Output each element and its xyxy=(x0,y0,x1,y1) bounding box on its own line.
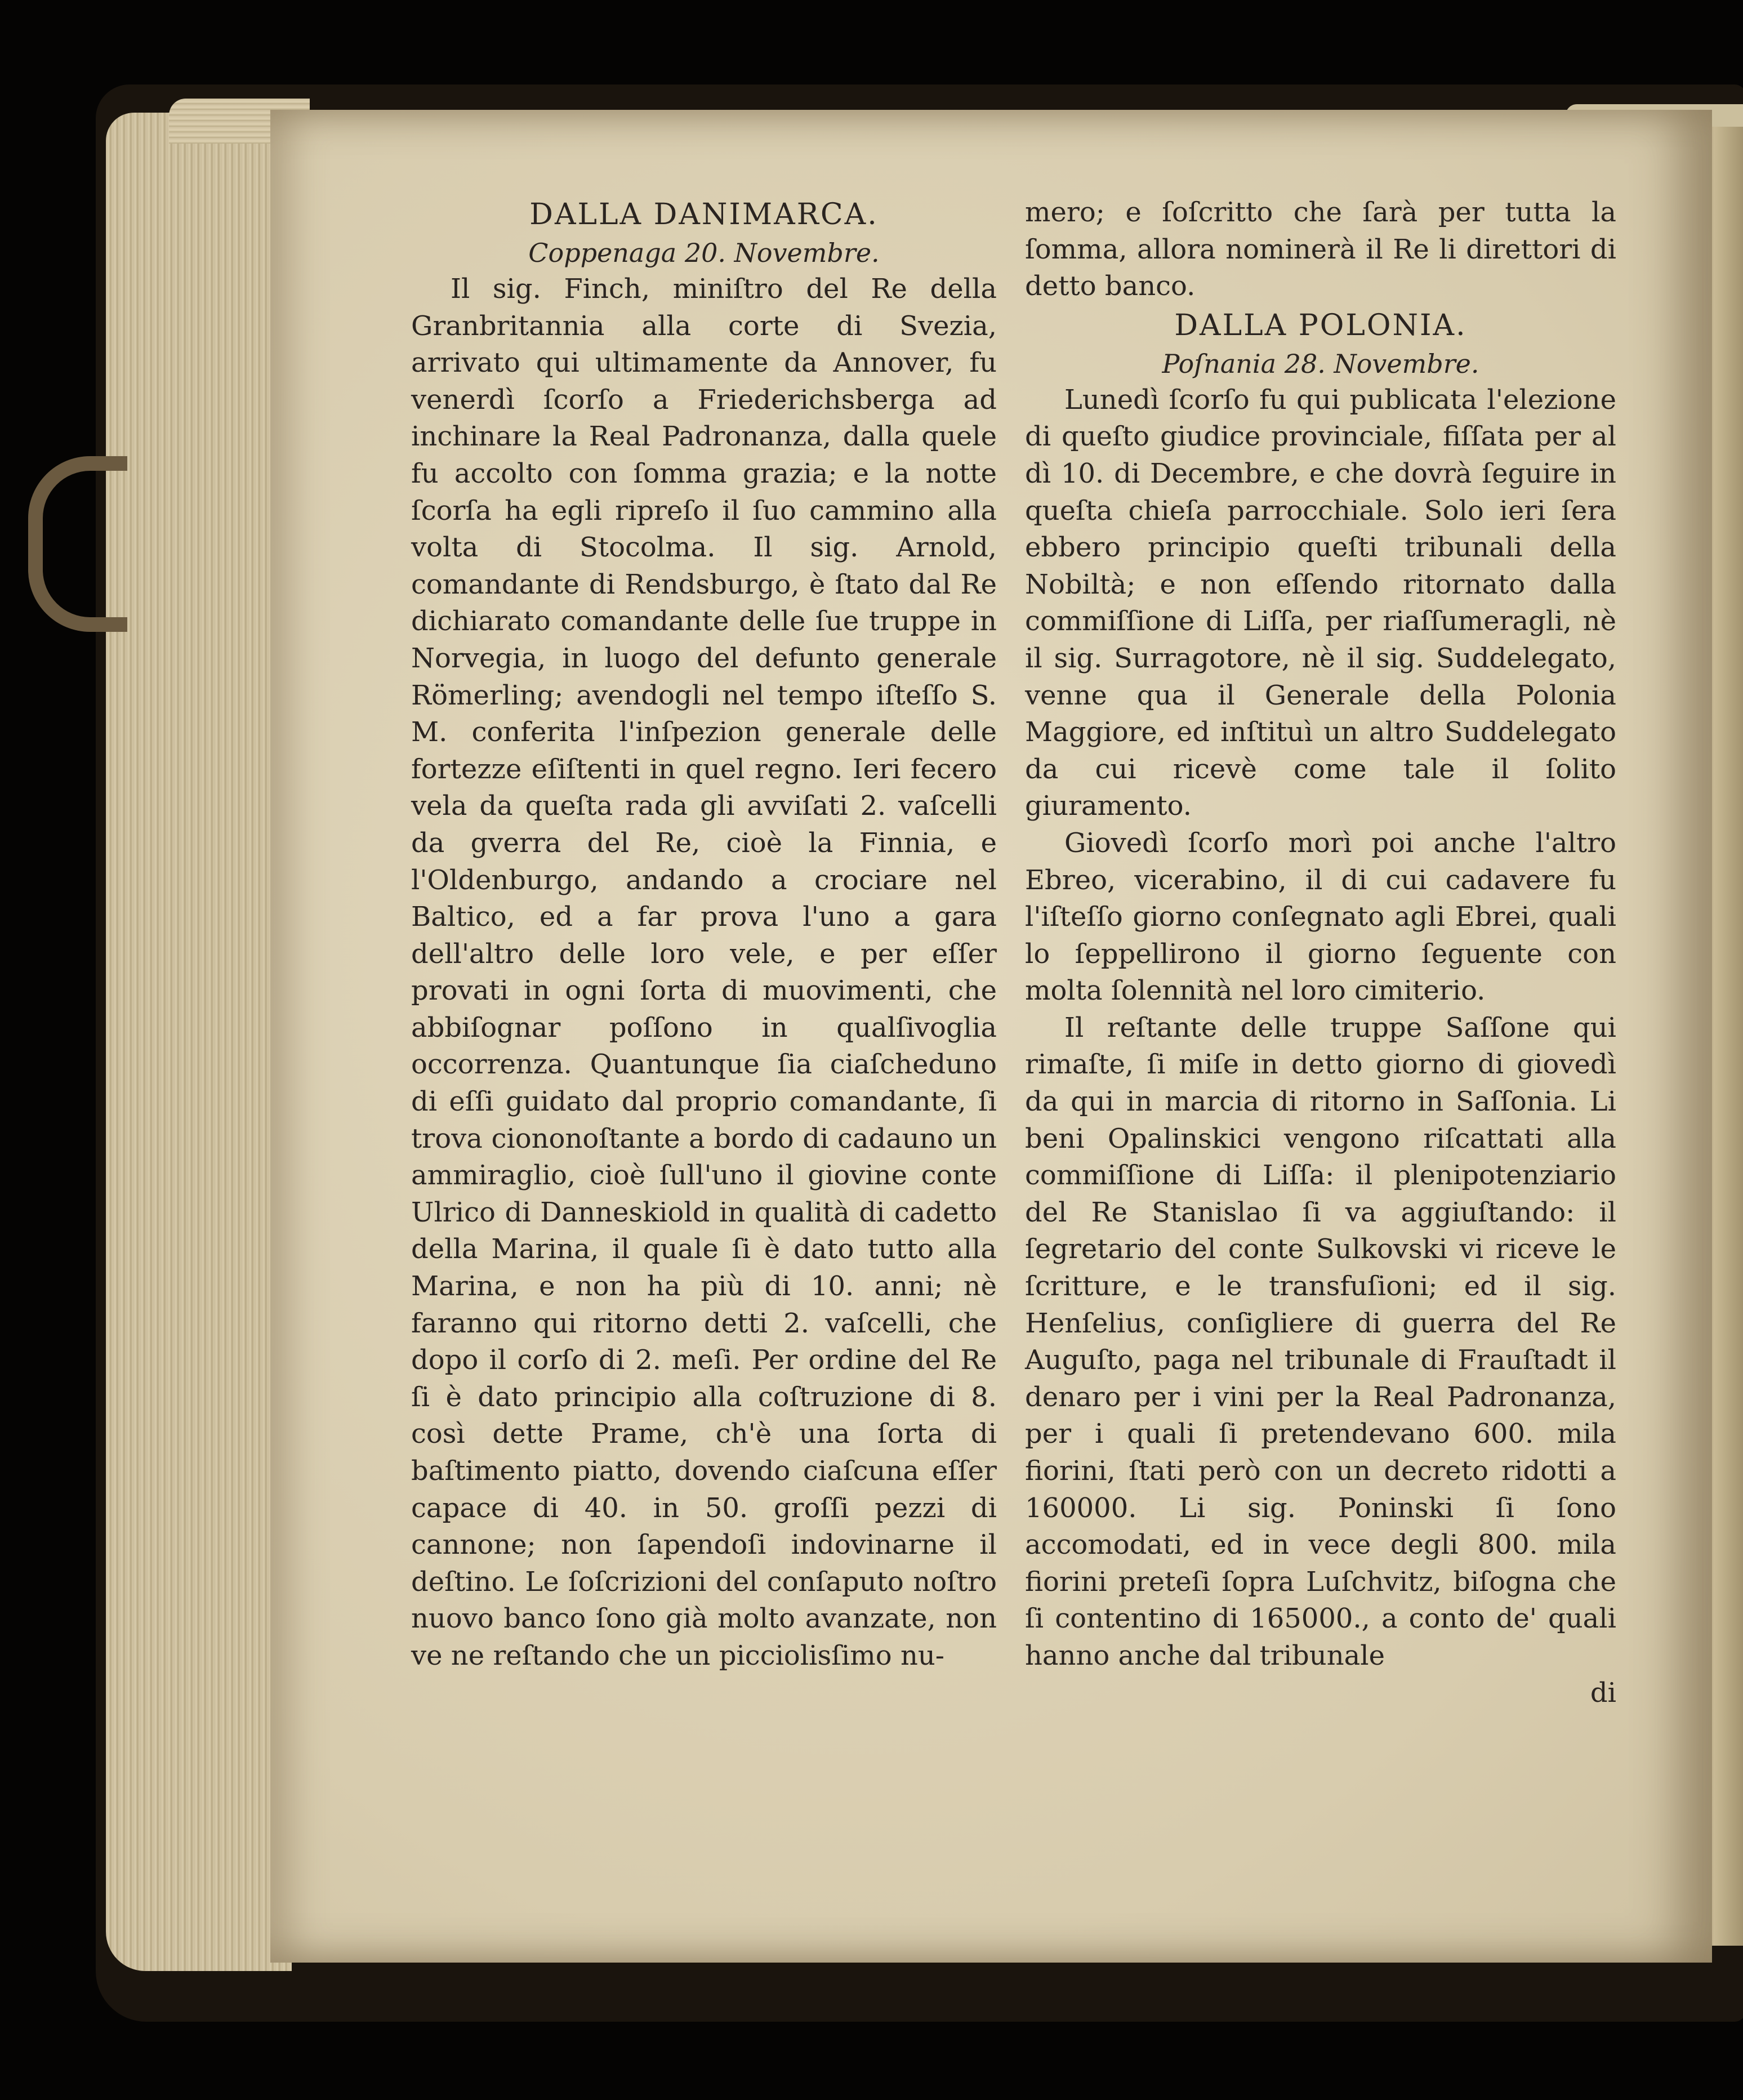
catchword: di xyxy=(1590,1677,1616,1709)
right-column xyxy=(1025,194,1616,1711)
binding-cord xyxy=(28,456,127,632)
section-heading-denmark: DALLA DANIMARCA. xyxy=(529,198,879,231)
section-heading-poland: DALLA POLONIA. xyxy=(1174,308,1467,342)
article-poland-2: Giovedì ſcorſo morì poi anche l'altro Ebreo, vicerabino, il di cui cadavere fu l'iſteſſo giorno conſegnato agli Ebrei, quali lo ſeppellirono il giorno ſeguente con molta ſolennità nel loro cimiterio. xyxy=(1025,827,1616,1007)
dateline-copenhagen: Coppenaga 20. Novembre. xyxy=(528,238,880,268)
article-denmark: Il sig. Finch, miniſtro del Re della Granbritannia alla corte di Svezia, arrivato qui ultimamente da Annover, fu venerdì ſcorſo a Friederichsberga ad inchinare la Real Padronanza, dalla quele fu accolto con ſomma grazia; e la notte ſcorſa ha egli ripreſo il ſuo cammino alla volta di Stocolma. Il sig. Arnold, comandante di Rendsburgo, è ſtato dal Re dichiarato comandante delle ſue truppe in Norvegia, in luogo del defunto generale Römerling; avendogli nel tempo iſteſſo S. M. conferita l'inſpezion generale delle fortezze eſiſtenti in quel regno. Ieri fecero vela da queſta rada gli avviſati 2. vaſcelli da gverra del Re, cioè la Finnia, e l'Oldenburgo, andando a crociare nel Baltico, ed a far prova l'uno a gara dell'altro delle loro vele, e per eſſer provati in ogni ſorta di muovimenti, che abbiſognar poſſono in qualſivoglia occorrenza. Quantunque ſia ciaſcheduno di eſſi guidato dal proprio comandante, ſi trova ciononoſtante a bordo di cadauno un ammiraglio, cioè ſull'uno il giovine conte Ulrico di Danneskiold in qualità di cadetto della Marina, il quale ſi è dato tutto alla Marina, e non ha più di 10. anni; nè faranno qui ritorno detti 2. vaſcelli, che dopo il corſo di 2. meſi. Per ordine del Re ſi è dato principio alla coſtruzione di 8. così dette Prame, ch'è una ſorta di baſtimento piatto, dovendo ciaſcuna eſſer capace di 40. in 50. groſſi pezzi di cannone; non ſapendoſi indovinarne il deſtino. Le ſoſcrizioni del conſaputo noſtro nuovo banco ſono già molto avanzate, non ve ne reſtando che un picciolisſimo nu- xyxy=(411,273,997,1671)
left-column xyxy=(411,194,997,1675)
article-poland-1: Lunedì ſcorſo fu qui publicata l'elezione di queſto giudice provinciale, fiſſata per al dì 10. di Decembre, e che dovrà ſeguire in queſta chieſa parrocchiale. Solo ieri ſera ebbero principio queſti tribunali della Nobiltà; e non eſſendo ritornato dalla commiſſione di Liſſa, per riaſſumeragli, nè il sig. Surragotore, nè il sig. Suddelegato, venne qua il Generale della Polonia Maggiore, ed inſtituì un altro Suddelegato da cui ricevè come tale il ſolito giuramento. xyxy=(1025,384,1616,822)
page-stack-edge xyxy=(106,113,292,1971)
article-denmark-continuation: mero; e ſoſcritto che ſarà per tutta la ſomma, allora nominerà il Re li direttori di detto banco. xyxy=(1025,197,1616,302)
dateline-poznan: Poſnania 28. Novembre. xyxy=(1162,348,1479,379)
article-poland-3: Il reſtante delle truppe Saſſone qui rimaſte, ſi miſe in detto giorno di giovedì da qui in marcia di ritorno in Saſſonia. Li beni Opalinskici vengono riſcattati alla commiſſione di Liſſa: il plenipotenziario del Re Stanislao ſi va aggiuſtando: il ſegretario del conte Sulkovski vi riceve le ſcritture, e le transfuſioni; ed il sig. Henſelius, conſigliere di guerra del Re Auguſto, paga nel tribunale di Frauſtadt il denaro per i vini per la Real Padronanza, per i quali ſi pretendevano 600. mila fiorini, ſtati però con un decreto ridotti a 160000. Li sig. Poninski ſi ſono accomodati, ed in vece degli 800. mila fiorini preteſi ſopra Luſchvitz, biſogna che ſi contentino di 165000., a conto de' quali hanno anche dal tribunale xyxy=(1025,1011,1616,1671)
